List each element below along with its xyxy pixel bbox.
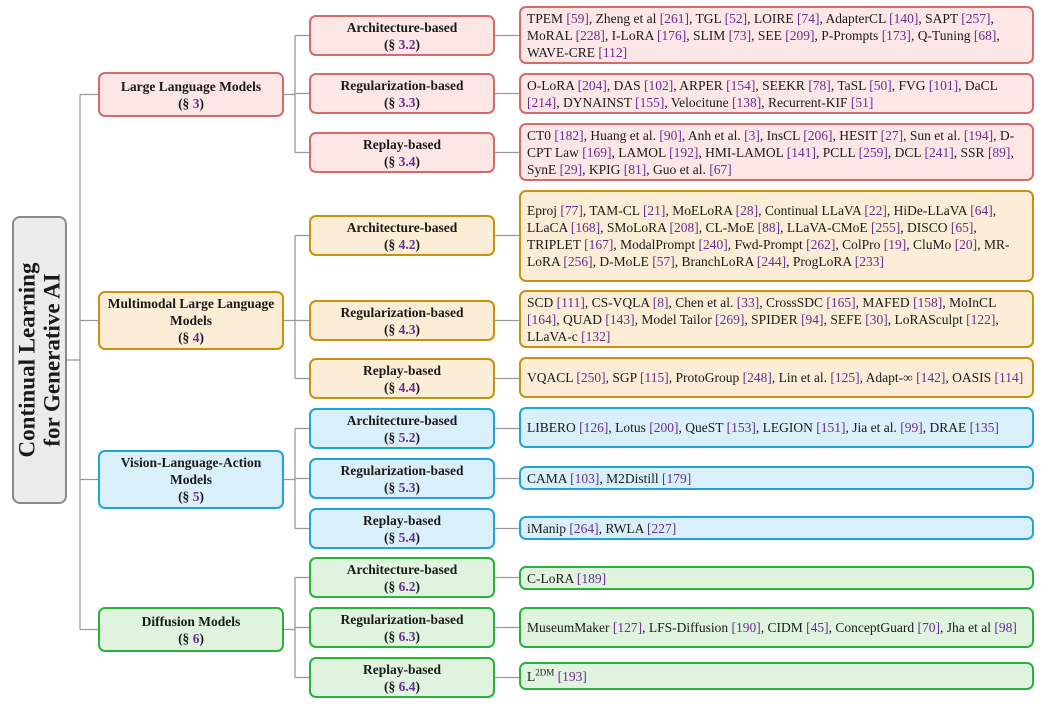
citation: [132] (581, 328, 611, 344)
method-entry: Zheng et al [261] (595, 10, 689, 26)
subcategory-5.2 (309, 408, 495, 449)
citation: [59] (566, 10, 589, 26)
method-entry: I-LoRA [176] (611, 27, 687, 43)
method-entry: TaSL [50] (837, 77, 892, 93)
method-entry: ProtoGroup [248] (675, 370, 772, 385)
root-node (12, 216, 67, 504)
method-entry: Velocitune [138] (670, 94, 762, 110)
category-title: Diffusion Models (141, 613, 241, 629)
section-ref: (§ 4.4) (384, 379, 420, 395)
method-list-text (527, 668, 587, 685)
method-entry: TRIPLET [167] (527, 237, 614, 252)
method-entry: SCD [111] (527, 294, 585, 310)
method-entry: HMI-LAMOL [141] (705, 144, 817, 160)
citation: [70] (917, 620, 940, 635)
method-entry: C-LoRA [189] (527, 570, 607, 586)
method-list-text: iManip [264], RWLA [227] (527, 520, 677, 536)
citation: [20] (954, 237, 978, 252)
section-ref: (§ 4.3) (384, 321, 420, 337)
subcategory-title: Regularization-based (340, 304, 464, 320)
method-list-4.2 (519, 190, 1034, 282)
method-list-5.2 (519, 407, 1034, 448)
section-ref: (§ 4) (178, 330, 204, 345)
citation: [261] (659, 10, 689, 26)
method-entry: CAMA [103] (527, 470, 600, 486)
method-entry: MoRAL [228] (527, 27, 605, 43)
section-ref: (§ 3.4) (384, 153, 420, 169)
method-entry: MAFED [158] (862, 294, 943, 310)
method-entry: DYNAINST [155] (563, 94, 665, 110)
citation: [122] (966, 311, 996, 327)
method-entry: Anh et al. [3] (687, 127, 760, 143)
method-list-3.4 (519, 123, 1034, 181)
method-entry: CrossSDC [165] (766, 294, 856, 310)
citation: [88] (757, 220, 781, 235)
citation: [115] (640, 370, 669, 385)
citation: [114] (994, 370, 1024, 385)
method-entry: CIDM [45] (767, 620, 829, 635)
citation: [141] (786, 144, 817, 160)
subcategory-4.3 (309, 300, 495, 341)
method-entry: O-LoRA [204] (527, 77, 607, 93)
citation: [94] (801, 311, 824, 327)
method-entry: CluMo [20] (913, 237, 978, 252)
citation: [153] (726, 420, 756, 435)
section-ref: (§ 3.3) (384, 94, 420, 110)
citation: [194] (963, 127, 994, 143)
method-list-3.3 (519, 73, 1034, 114)
citation: [257] (961, 10, 991, 26)
section-ref: (§ 5) (178, 489, 204, 504)
method-entry: TAM-CL [21] (589, 203, 666, 218)
subcategory-title: Replay-based (362, 512, 441, 528)
method-entry: Chen et al. [33] (675, 294, 760, 310)
citation: [244] (756, 254, 787, 269)
citation: [164] (527, 311, 557, 327)
method-entry: HESIT [27] (839, 127, 904, 143)
citation: [200] (649, 420, 679, 435)
method-list-6.3 (519, 607, 1034, 648)
section-ref: (§ 6.3) (384, 628, 420, 644)
method-entry: TGL [52] (695, 10, 748, 26)
category-vla (98, 450, 284, 509)
method-entry: SMoLoRA [208] (606, 220, 699, 235)
citation: [151] (816, 420, 846, 435)
method-entry: LIBERO [126] (527, 420, 609, 435)
method-list-4.4 (519, 357, 1034, 398)
citation: [52] (724, 10, 748, 26)
method-entry: RWLA [227] (605, 520, 677, 536)
section-number: 5.2 (398, 429, 416, 445)
citation: [165] (826, 294, 856, 310)
method-list-4.3 (519, 290, 1034, 348)
method-entry: LoRASculpt [122] (894, 311, 996, 327)
citation: [112] (598, 44, 628, 60)
method-entry: SPIDER [94] (751, 311, 824, 327)
citation: [158] (913, 294, 943, 310)
citation: [68] (973, 27, 997, 43)
method-list-text: MuseumMaker [127], LFS-Diffusion [190], CIDM [45], ConceptGuard [70], Jha et al [98] (527, 620, 1017, 635)
method-entry: SGP [115] (612, 370, 669, 385)
citation: [29] (559, 161, 583, 177)
section-number: 6.2 (398, 578, 416, 594)
section-number: 4.2 (398, 236, 416, 252)
method-entry: WAVE-CRE [112] (527, 44, 628, 60)
citation: [45] (806, 620, 829, 635)
method-entry: SynE [29] (527, 161, 583, 177)
method-entry: Fwd-Prompt [262] (734, 237, 836, 252)
method-entry: P-Prompts [173] (821, 27, 911, 43)
method-list-text: LIBERO [126], Lotus [200], QueST [153], LEGION [151], Jia et al. [99], DRAE [135] (527, 420, 999, 435)
subcategory-5.3 (309, 458, 495, 499)
citation: [19] (883, 237, 907, 252)
section-number: 5.4 (398, 529, 416, 545)
citation: [193] (557, 668, 587, 684)
section-ref: (§ 6.4) (384, 678, 420, 694)
citation: [64] (970, 203, 993, 218)
method-entry: DRAE [135] (929, 420, 999, 435)
method-entry: ProgLoRA [233] (792, 254, 885, 269)
citation: [142] (916, 370, 946, 385)
method-entry: Guo et al. [67] (653, 161, 732, 177)
citation: [8] (652, 294, 669, 310)
method-entry: LLaVA-c [132] (527, 328, 611, 344)
citation: [51] (850, 94, 874, 110)
citation: [125] (830, 370, 860, 385)
citation: [99] (900, 420, 923, 435)
citation: [78] (808, 77, 831, 93)
subcategory-title: Regularization-based (340, 462, 464, 478)
superscript: 2DM (535, 667, 555, 677)
method-entry: Huang et al. [90] (590, 127, 682, 143)
citation: [21] (642, 203, 666, 218)
method-entry: QueST [153] (685, 420, 756, 435)
citation: [240] (698, 237, 728, 252)
citation: [204] (577, 77, 607, 93)
citation: [209] (785, 27, 815, 43)
method-entry: CS-VQLA [8] (591, 294, 669, 310)
subcategory-4.2 (309, 215, 495, 256)
method-list-text: O-LoRA [204], DAS [102], ARPER [154], SEEKR [78], TaSL [50], FVG [101], DaCL [214], DYNAINST [155], Velocitune [138], Recurrent-KIF [51] (527, 77, 998, 110)
citation: [269] (715, 311, 745, 327)
section-ref: (§ 5.3) (384, 479, 420, 495)
section-ref: (§ 3.2) (384, 36, 420, 52)
section-number: 4.3 (398, 321, 416, 337)
subcategory-4.4 (309, 358, 495, 399)
citation: [65] (950, 220, 974, 235)
subcategory-title: Architecture-based (346, 561, 458, 577)
citation: [33] (736, 294, 760, 310)
method-entry: TPEM [59] (527, 10, 589, 26)
method-entry: Eproj [77] (527, 203, 583, 218)
method-entry: CL-MoE [88] (705, 220, 781, 235)
method-entry: LAMOL [192] (618, 144, 699, 160)
category-llm (98, 72, 284, 117)
subcategory-3.2 (309, 15, 495, 56)
citation: [73] (728, 27, 752, 43)
method-entry: AdapterCL [140] (825, 10, 919, 26)
citation: [103] (570, 470, 600, 486)
method-entry: ARPER [154] (679, 77, 756, 93)
method-entry: Lin et al. [125] (778, 370, 860, 385)
root-title-line1: Continual Learning (14, 262, 40, 458)
subcategory-title: Regularization-based (340, 611, 464, 627)
method-entry: D-CPT Law [169] (527, 127, 1015, 160)
category-mllm (98, 291, 284, 350)
citation: [248] (742, 370, 772, 385)
method-entry: ModalPrompt [240] (620, 237, 728, 252)
citation: [90] (659, 127, 682, 143)
method-entry: SEE [209] (757, 27, 815, 43)
citation: [173] (881, 27, 911, 43)
citation: [169] (582, 144, 612, 160)
method-entry: SLIM [73] (693, 27, 752, 43)
subcategory-6.4 (309, 657, 495, 698)
citation: [57] (652, 254, 675, 269)
method-entry: D-MoLE [57] (599, 254, 675, 269)
citation: [250] (576, 370, 606, 385)
method-entry: iManip [264] (527, 520, 599, 536)
section-number: 3 (192, 95, 200, 111)
citation: [255] (871, 220, 901, 235)
method-entry: Model Tailor [269] (641, 311, 745, 327)
subcategory-title: Architecture-based (346, 412, 458, 428)
citation: [154] (726, 77, 756, 93)
citation: [138] (732, 94, 762, 110)
category-title: Multimodal Large Language Models (107, 296, 275, 328)
method-entry: CT0 [182] (527, 127, 584, 143)
subcategory-6.3 (309, 607, 495, 648)
citation: [241] (924, 144, 954, 160)
citation: [192] (669, 144, 699, 160)
citation: [143] (605, 311, 635, 327)
subcategory-title: Replay-based (362, 136, 441, 152)
root-title-line2: for Generative AI (39, 273, 65, 447)
method-entry: DISCO [65] (907, 220, 974, 235)
citation: [98] (994, 620, 1017, 635)
citation: [28] (735, 203, 759, 218)
section-number: 6.3 (398, 628, 416, 644)
subcategory-3.3 (309, 73, 495, 114)
method-list-3.2 (519, 6, 1034, 64)
method-list-5.4 (519, 516, 1034, 540)
method-entry: SEEKR [78] (762, 77, 831, 93)
citation: [214] (527, 94, 557, 110)
citation: [182] (554, 127, 584, 143)
method-entry: DCL [241] (894, 144, 954, 160)
section-ref: (§ 6) (178, 630, 204, 646)
method-list-text: CT0 [182], Huang et al. [90], Anh et al. [3], InsCL [206], HESIT [27], Sun et al. [194], D-CPT Law [169], LAMOL [192], HMI-LAMOL [141], PCLL [259], DCL [241], SSR [89], SynE [29], KPIG [81], Guo et al. [67] (527, 127, 1015, 177)
subcategory-title: Replay-based (362, 661, 441, 677)
section-number: 3.2 (398, 36, 416, 52)
citation: [77] (560, 203, 583, 218)
citation: [89] (987, 144, 1011, 160)
section-number: 3.4 (398, 153, 416, 169)
method-entry: DaCL [214] (527, 77, 998, 110)
method-entry: LOIRE [74] (753, 10, 820, 26)
method-entry: KPIG [81] (588, 161, 647, 177)
method-entry: Adapt-∞ [142] (865, 370, 946, 385)
method-list-text: VQACL [250], SGP [115], ProtoGroup [248], Lin et al. [125], Adapt-∞ [142], OASIS [114] (527, 370, 1024, 385)
method-entry: Continual LLaVA [22] (764, 203, 887, 218)
category-title: Large Language Models (120, 78, 262, 94)
citation: [227] (647, 520, 677, 536)
section-ref: (§ 5.4) (384, 529, 420, 545)
citation: [233] (854, 254, 885, 269)
method-entry: MR-LoRA [256] (527, 237, 1010, 269)
subcategory-title: Architecture-based (346, 19, 458, 35)
method-entry: DAS [102] (613, 77, 674, 93)
citation: [74] (797, 10, 820, 26)
method-entry: M2Distill [179] (606, 470, 692, 486)
citation: [176] (657, 27, 687, 43)
method-entry: LFS-Diffusion [190] (648, 620, 761, 635)
subcategory-title: Architecture-based (346, 219, 458, 235)
citation: [167] (584, 237, 614, 252)
citation: [111] (556, 294, 585, 310)
method-entry: LEGION [151] (762, 420, 846, 435)
citation: [155] (635, 94, 665, 110)
citation: [256] (563, 254, 593, 269)
section-ref: (§ 4.2) (384, 236, 420, 252)
category-title: Vision-Language-Action Models (120, 455, 262, 487)
method-entry: Jia et al. [99] (852, 420, 923, 435)
citation: [127] (612, 620, 643, 635)
method-entry: Sun et al. [194] (909, 127, 994, 143)
section-number: 5 (192, 489, 200, 504)
subcategory-title: Regularization-based (340, 77, 464, 93)
citation: [102] (644, 77, 674, 93)
citation: [140] (889, 10, 919, 26)
method-list-text: SCD [111], CS-VQLA [8], Chen et al. [33], CrossSDC [165], MAFED [158], MoInCL [164], QUAD [143], Model Tailor [269], SPIDER [94], SEFE [30], LoRASculpt [122], LLaVA-c [132] (527, 294, 999, 344)
citation: [101] (928, 77, 959, 93)
section-ref: (§ 5.2) (384, 429, 420, 445)
method-entry: VQACL [250] (527, 370, 606, 385)
citation: [262] (806, 237, 836, 252)
method-list-text: Eproj [77], TAM-CL [21], MoELoRA [28], Continual LLaVA [22], HiDe-LLaVA [64], LLaCA [168], SMoLoRA [208], CL-MoE [88], LLaVA-CMoE [255], DISCO [65], TRIPLET [167], ModalPrompt [240], Fwd-Prompt [262], ColPro [19], CluMo [20], MR-LoRA [256], D-MoLE [57], BranchLoRA [244], ProgLoRA [233] (527, 203, 1010, 269)
citation: [208] (669, 220, 699, 235)
citation: [27] (880, 127, 904, 143)
citation: [81] (623, 161, 647, 177)
citation: [50] (869, 77, 892, 93)
method-entry: $L^{2DM}$ [193] (527, 667, 587, 684)
section-number: 4 (192, 330, 200, 345)
method-entry: QUAD [143] (563, 311, 635, 327)
method-entry: SSR [89] (960, 144, 1011, 160)
method-entry: Q-Tuning [68] (917, 27, 997, 43)
citation: [264] (569, 520, 599, 536)
category-diff (98, 607, 284, 652)
section-ref: (§ 3) (178, 95, 204, 111)
citation: [206] (803, 127, 833, 143)
method-entry: LLaCA [168] (527, 220, 601, 235)
method-entry: MoInCL [164] (527, 294, 996, 327)
method-list-text: TPEM [59], Zheng et al [261], TGL [52], LOIRE [74], AdapterCL [140], SAPT [257], MoRAL [228], I-LoRA [176], SLIM [73], SEE [209], P-Prompts [173], Q-Tuning [68], WAVE-CRE [112] (527, 10, 1000, 60)
method-entry: SEFE [30] (830, 311, 888, 327)
subcategory-6.2 (309, 557, 495, 598)
method-entry: ColPro [19] (842, 237, 907, 252)
section-number: 6.4 (398, 678, 416, 694)
citation: [189] (576, 570, 607, 586)
method-entry: Jha et al [98] (946, 620, 1017, 635)
citation: [135] (969, 420, 999, 435)
method-entry: PCLL [259] (822, 144, 888, 160)
method-entry: InsCL [206] (766, 127, 833, 143)
citation: [126] (579, 420, 609, 435)
method-entry: Recurrent-KIF [51] (768, 94, 874, 110)
method-entry: ConceptGuard [70] (835, 620, 940, 635)
method-list-6.4 (519, 662, 1034, 690)
citation: [67] (709, 161, 732, 177)
method-list-5.3 (519, 466, 1034, 490)
citation: [228] (575, 27, 605, 43)
method-entry: MuseumMaker [127] (527, 620, 643, 635)
section-number: 4.4 (398, 379, 416, 395)
method-entry: Lotus [200] (615, 420, 679, 435)
section-number: 5.3 (398, 479, 416, 495)
method-entry: FVG [101] (898, 77, 959, 93)
method-entry: SAPT [257] (925, 10, 991, 26)
citation: [22] (864, 203, 887, 218)
method-list-text (527, 570, 606, 587)
method-entry: BranchLoRA [244] (681, 254, 787, 269)
method-entry: HiDe-LLaVA [64] (893, 203, 993, 218)
root-title (15, 263, 65, 458)
method-list-6.2 (519, 566, 1034, 590)
citation: [30] (865, 311, 888, 327)
citation: [259] (858, 144, 888, 160)
subcategory-title: Replay-based (362, 362, 441, 378)
method-entry: MoELoRA [28] (672, 203, 759, 218)
method-entry: LLaVA-CMoE [255] (786, 220, 901, 235)
subcategory-3.4 (309, 132, 495, 173)
citation: [3] (744, 127, 760, 143)
citation: [190] (731, 620, 761, 635)
section-number: 6 (192, 630, 200, 646)
method-list-text: CAMA [103], M2Distill [179] (527, 470, 692, 486)
citation: [168] (570, 220, 601, 235)
section-ref: (§ 6.2) (384, 578, 420, 594)
method-entry: OASIS [114] (952, 370, 1024, 385)
citation: [179] (662, 470, 692, 486)
section-number: 3.3 (398, 94, 416, 110)
subcategory-5.4 (309, 508, 495, 549)
